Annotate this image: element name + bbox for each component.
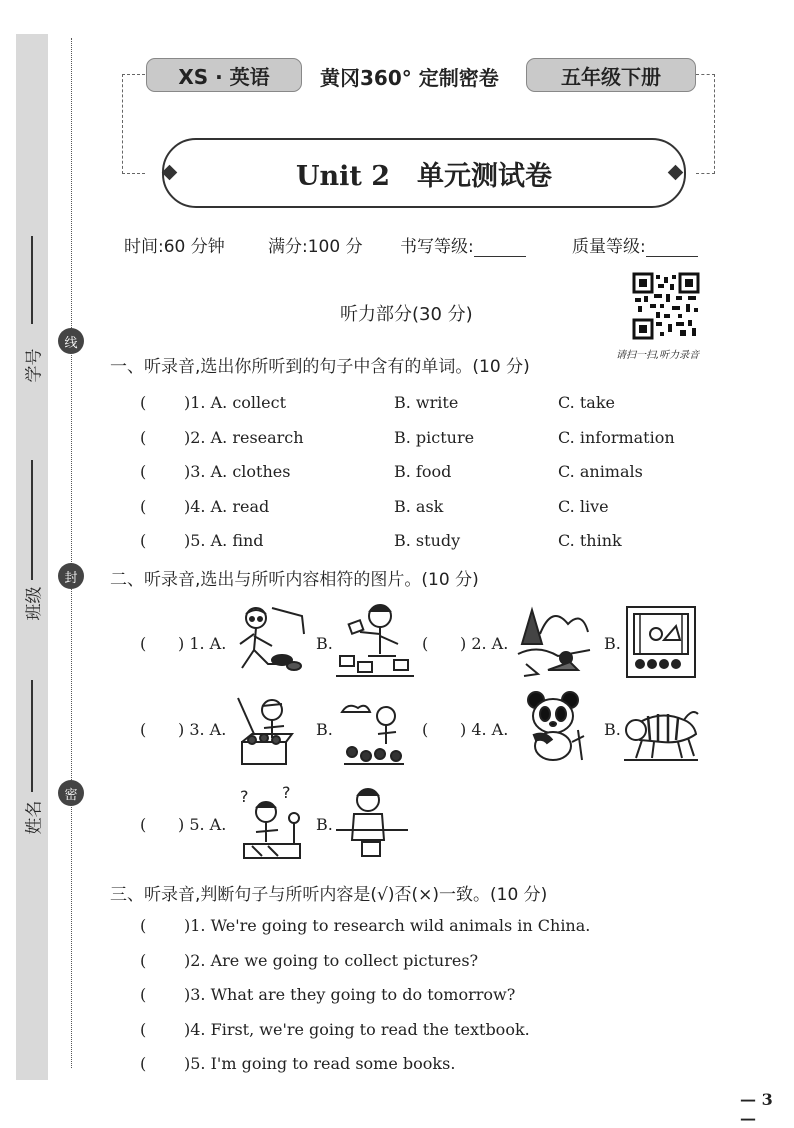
s1-q1-option-a: )1. A. collect: [184, 393, 287, 412]
page-number: — 3 —: [740, 1090, 773, 1128]
name-line: [31, 680, 33, 792]
s2-q3-b-label: B.: [316, 720, 333, 739]
cut-line: [71, 38, 72, 1068]
unit-title: Unit 2 单元测试卷: [162, 138, 686, 208]
section3-title: 三、听录音,判断句子与所听内容是(√)否(×)一致。(10 分): [110, 885, 548, 905]
brand-title: 黄冈360° 定制密卷: [320, 66, 499, 90]
s2-q4-paren[interactable]: (: [422, 720, 429, 739]
s3-q4-statement: )4. First, we're going to read the textbook.: [184, 1019, 530, 1039]
s2-q2-b-label: B.: [604, 634, 621, 653]
picture-forest-reading-icon: [518, 604, 590, 678]
s2-q5-label: ) 5. A.: [178, 815, 227, 834]
s2-q1-paren[interactable]: (: [140, 634, 147, 653]
picture-boy-with-flowers-icon: [338, 698, 408, 768]
s3-q2-statement: )2. Are we going to collect pictures?: [184, 950, 479, 970]
s1-q4-paren[interactable]: (: [140, 496, 147, 516]
seal-secret-mark: 密: [58, 780, 84, 806]
s1-q1-option-b: B. write: [394, 393, 459, 412]
s2-q1-b-label: B.: [316, 634, 333, 653]
s2-q3-label: ) 3. A.: [178, 720, 227, 739]
listening-title: 听力部分(30 分): [340, 304, 473, 325]
qr-code-icon[interactable]: [632, 272, 700, 340]
s1-q4-option-a: )4. A. read: [184, 496, 270, 516]
s2-q5-paren[interactable]: (: [140, 815, 147, 834]
writing-grade: [400, 232, 526, 257]
picture-museum-exhibit-icon: [626, 606, 696, 678]
s2-q4-b-label: B.: [604, 720, 621, 739]
grade-badge: 五年级下册: [526, 58, 696, 92]
picture-boy-collecting-icon: [232, 604, 306, 678]
seal-line-mark: 线: [58, 328, 84, 354]
s1-q3-option-c: C. animals: [558, 462, 643, 481]
section1-title: 一、听录音,选出你所听到的句子中含有的单词。(10 分): [110, 357, 530, 377]
header-dash-left: [122, 74, 145, 174]
header-dash-right: [696, 74, 715, 174]
s1-q2-option-c: C. information: [558, 427, 675, 447]
picture-panda-icon: [520, 690, 586, 762]
svg-text:?: ?: [282, 783, 291, 802]
s3-q4-paren[interactable]: (: [140, 1019, 147, 1039]
s3-q3-statement: )3. What are they going to do tomorrow?: [184, 985, 516, 1004]
s3-q1-statement: )1. We're going to research wild animals in China.: [184, 916, 591, 935]
quality-grade-label: 质量等级:: [572, 237, 646, 257]
s3-q1-paren[interactable]: (: [140, 916, 147, 935]
writing-grade-label: 书写等级:: [400, 237, 474, 257]
writing-grade-blank[interactable]: [474, 240, 526, 257]
s1-q5-option-c: C. think: [558, 531, 622, 550]
picture-boy-at-desk-icon: [336, 784, 408, 864]
qr-caption: 请扫一扫,听力录音: [616, 350, 700, 361]
s1-q2-option-a: )2. A. research: [184, 427, 304, 447]
class-line: [31, 460, 33, 580]
s1-q5-option-b: B. study: [394, 531, 461, 550]
s1-q3-paren[interactable]: (: [140, 462, 147, 481]
s1-q1-paren[interactable]: (: [140, 393, 147, 412]
s1-q4-option-b: B. ask: [394, 496, 444, 516]
s2-q5-b-label: B.: [316, 815, 333, 834]
s3-q2-paren[interactable]: (: [140, 950, 147, 970]
picture-boy-with-photos-icon: [334, 600, 416, 680]
series-badge: XS · 英语: [146, 58, 302, 92]
quality-grade-blank[interactable]: [646, 240, 698, 257]
s3-q3-paren[interactable]: (: [140, 985, 147, 1004]
s1-q3-option-b: B. food: [394, 462, 452, 481]
picture-boy-thinking-icon: [238, 784, 308, 864]
s1-q2-paren[interactable]: (: [140, 427, 147, 447]
s2-q2-paren[interactable]: (: [422, 634, 429, 653]
picture-tiger-icon: [622, 700, 700, 762]
svg-text:?: ?: [240, 787, 249, 806]
s2-q2-label: ) 2. A.: [460, 634, 509, 653]
time-info: 时间:60 分钟: [124, 237, 225, 257]
s1-q5-paren[interactable]: (: [140, 531, 147, 550]
student-id-label: 学号: [24, 348, 45, 383]
student-id-line: [31, 236, 33, 324]
score-info: 满分:100 分: [268, 237, 363, 257]
s2-q3-paren[interactable]: (: [140, 720, 147, 739]
s2-q4-label: ) 4. A.: [460, 720, 509, 739]
quality-grade: [572, 232, 698, 257]
s1-q2-option-b: B. picture: [394, 427, 475, 447]
s1-q1-option-c: C. take: [558, 393, 615, 412]
section2-title: 二、听录音,选出与所听内容相符的图片。(10 分): [110, 570, 479, 590]
picture-boy-with-food-box-icon: [234, 694, 298, 768]
s2-q1-label: ) 1. A.: [178, 634, 227, 653]
s3-q5-statement: )5. I'm going to read some books.: [184, 1054, 456, 1073]
name-label: 姓名: [24, 800, 45, 835]
s1-q4-option-c: C. live: [558, 496, 609, 516]
class-label: 班级: [24, 586, 45, 621]
s1-q3-option-a: )3. A. clothes: [184, 462, 291, 481]
seal-seal-mark: 封: [58, 563, 84, 589]
s1-q5-option-a: )5. A. find: [184, 531, 264, 550]
s3-q5-paren[interactable]: (: [140, 1054, 147, 1073]
